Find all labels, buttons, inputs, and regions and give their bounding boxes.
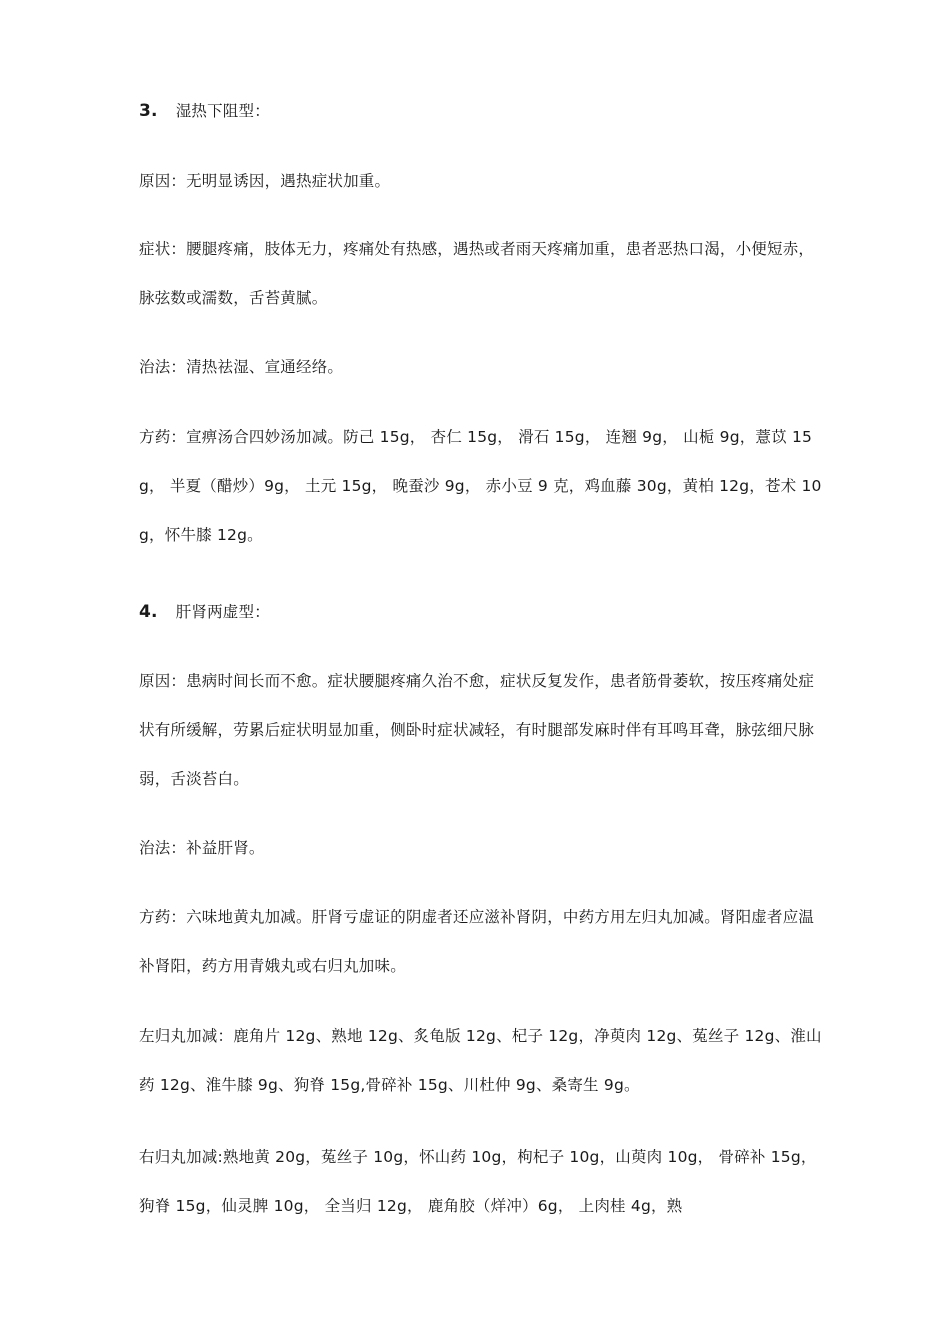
section-4-heading — [139, 588, 829, 637]
section-3-treatment: 治法：清热祛湿、宣通经络。 — [139, 358, 344, 376]
section-3-heading — [139, 87, 829, 136]
section-3-title: 湿热下阻型： — [175, 102, 270, 120]
section-4-prescription: 方药：六味地黄丸加减。肝肾亏虚证的阴虚者还应滋补肾阴，中药方用左归丸加减。肾阳虚者应温补肾阳，药方用青娥丸或右归丸加味。 — [139, 908, 815, 975]
section-4-cause: 原因：患病时间长而不愈。症状腰腿疼痛久治不愈，症状反复发作，患者筋骨萎软，按压疼痛处症状有所缓解，劳累后症状明显加重，侧卧时症状减轻，有时腿部发麻时伴有耳鸣耳聋，脉弦细尺脉弱，舌淡苔白。 — [139, 672, 815, 788]
section-3-number: 3. — [139, 101, 158, 121]
section-4-number: 4. — [139, 602, 158, 622]
section-4-zuogui-formula: 左归丸加减：鹿角片 12g、熟地 12g、炙龟版 12g、杞子 12g，净萸肉 12g、菟丝子 12g、淮山药 12g、淮牛膝 9g、狗脊 15g,骨碎补 15g、川杜仲 9g、桑寄生 9g。 — [139, 1027, 822, 1094]
section-4-treatment: 治法：补益肝肾。 — [139, 839, 265, 857]
section-3-prescription: 方药：宣痹汤合四妙汤加减。防己 15g， 杏仁 15g， 滑石 15g， 连翘 9g， 山栀 9g，薏苡 15g， 半夏（醋炒）9g， 土元 15g， 晚蚕沙 9g， 赤小豆 9 克，鸡血藤 30g，黄柏 12g，苍术 10g，怀牛膝 12g。 — [139, 428, 822, 544]
section-4-yougui-formula: 右归丸加减:熟地黄 20g，菟丝子 10g，怀山药 10g，枸杞子 10g，山萸肉 10g， 骨碎补 15g， 狗脊 15g，仙灵脾 10g， 全当归 12g， 鹿角胶（烊冲）6g， 上肉桂 4g，熟 — [139, 1148, 817, 1215]
section-3-cause: 原因：无明显诱因，遇热症状加重。 — [139, 172, 391, 190]
section-3-symptoms: 症状：腰腿疼痛，肢体无力，疼痛处有热感，遇热或者雨天疼痛加重，患者恶热口渴，小便短赤，脉弦数或濡数，舌苔黄腻。 — [139, 240, 815, 307]
section-4-title: 肝肾两虚型： — [175, 603, 270, 621]
